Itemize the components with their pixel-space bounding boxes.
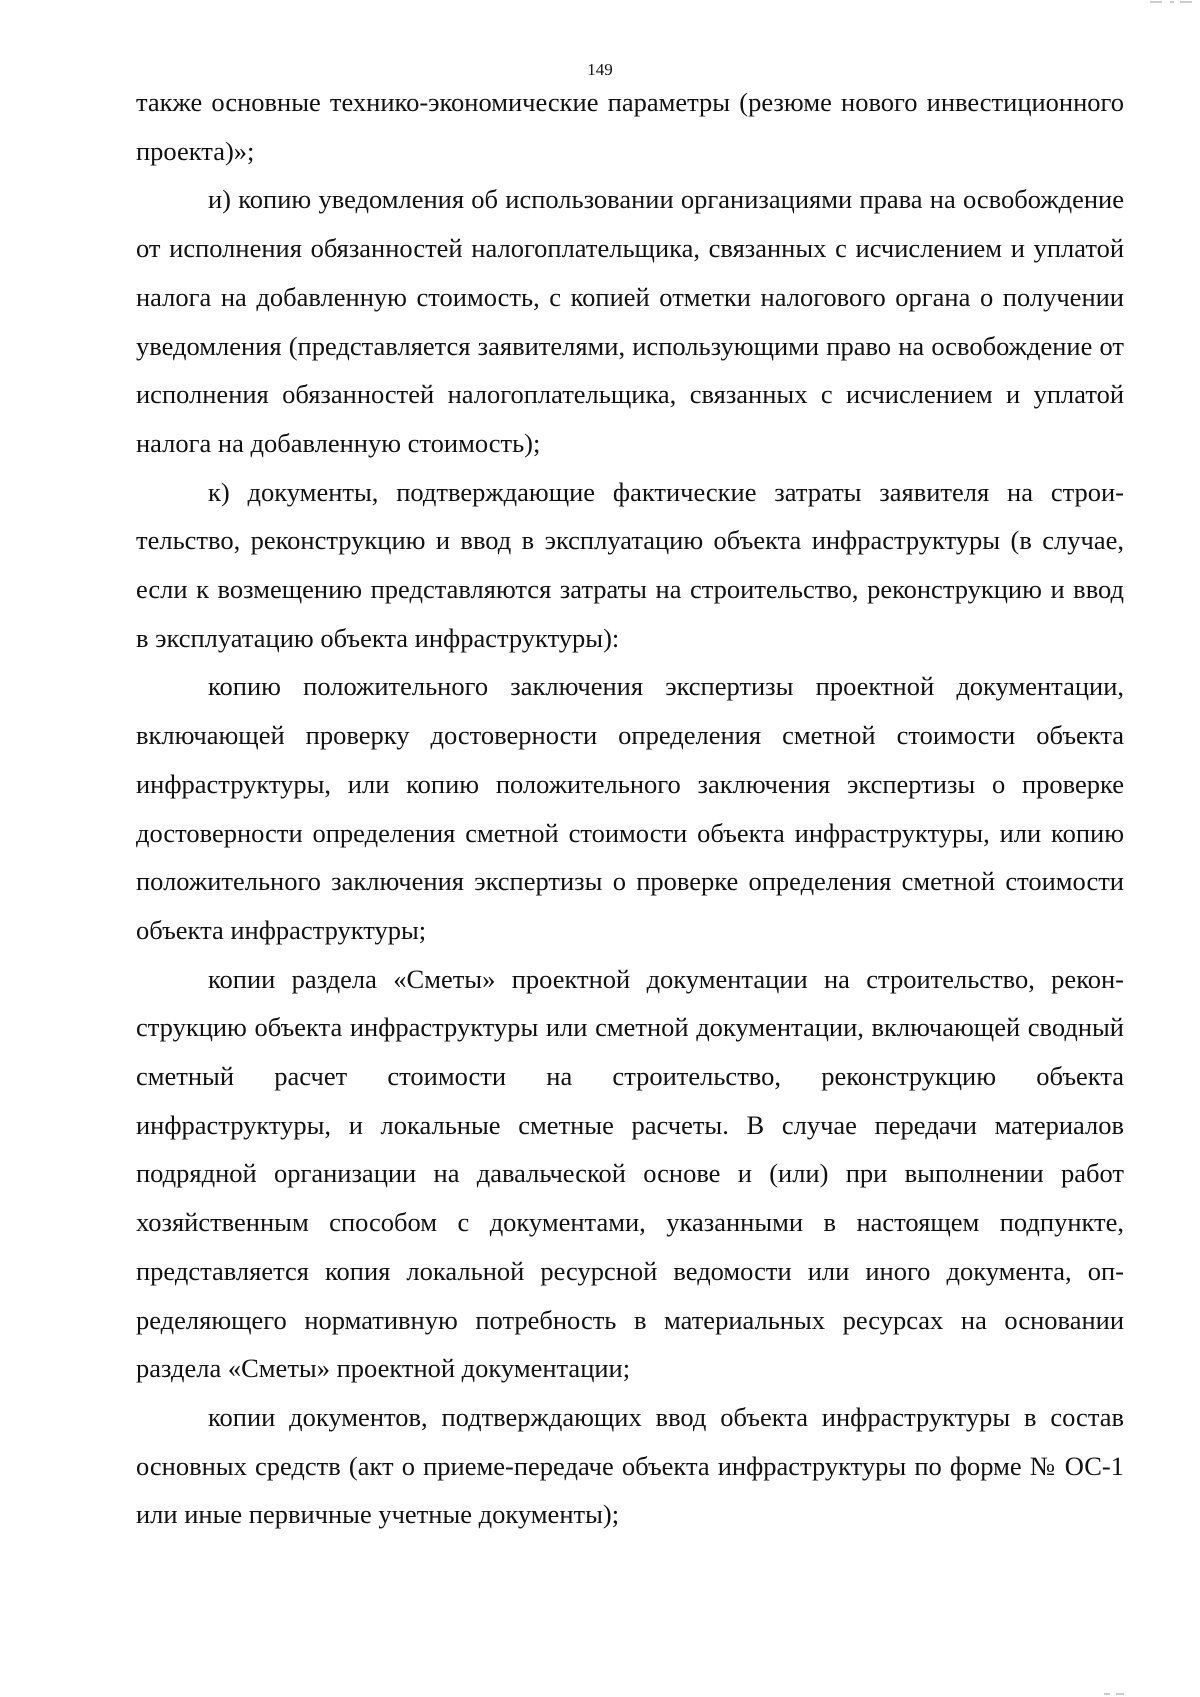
paragraph-expertise-copy: копию положительного заключения экспертизы проектной документации, включающей проверку достоверности определения сметной стоимости объекта инфраструктуры, или копию положительного заключения экспертизы о проверке достоверности определения сметной стоимости объекта инфраструктуры, или копию положительного заключения экспертизы о проверке определения сметной стоимости объекта инфраструктуры; [136, 671, 1124, 945]
scan-artifact-bottom-right [1100, 1689, 1160, 1697]
paragraph-item-i: и) копию уведомления об использовании организациями права на освобождение от исполнения обязанностей налогоплательщика, связанных с исчислением и уплатой налога на добавленную стоимость, с копией отметки налогового органа о получении уведомления (представляется заявителями, использующими право на освобождение от исполнения обязанностей налогоплательщика, связанных с исчислением и уплатой налога на добавленную стоимость); [136, 184, 1124, 458]
paragraph-fixed-assets-copy: копии документов, подтверждающих ввод объекта инфраструктуры в состав основных средств (акт о приеме-передаче объекта инфраструктуры по форме № ОС-1 или иные первичные учетные документы); [136, 1401, 1124, 1530]
paragraph-continuation: также основные технико-экономические параметры (резюме нового инвестиционного проекта)»; [136, 87, 1124, 166]
paragraph-item-k: к) документы, подтверждающие фактические затраты заявителя на строительство, реконструкцию и ввод в эксплуатацию объекта инфраструктуры (в случае, если к возмещению представляются затраты на строительство, реконструкцию и ввод в эксплуатацию объекта инфраструктуры): [136, 476, 1124, 653]
page-number: 149 [587, 60, 613, 79]
paragraph-estimates-copy: копии раздела «Сметы» проектной документации на строительство, реконструкцию объекта инфраструктуры или сметной документации, включающей сводный сметный расчет стоимости на строительство, реконструкцию объекта инфраструктуры, и локальные сметные расчеты. В случае передачи материалов подрядной организации на давальческой основе и (или) при выполнении работ хозяйственным способом с документами, указанными в настоящем подпункте, представляется копия локальной ресурсной ведомости или иного документа, определяющего нормативную потребность в материальных ресурсах на основании раздела «Сметы» проектной документации; [136, 963, 1124, 1384]
document-body [136, 78, 1124, 1539]
scan-artifact-top-right [1140, 0, 1200, 8]
